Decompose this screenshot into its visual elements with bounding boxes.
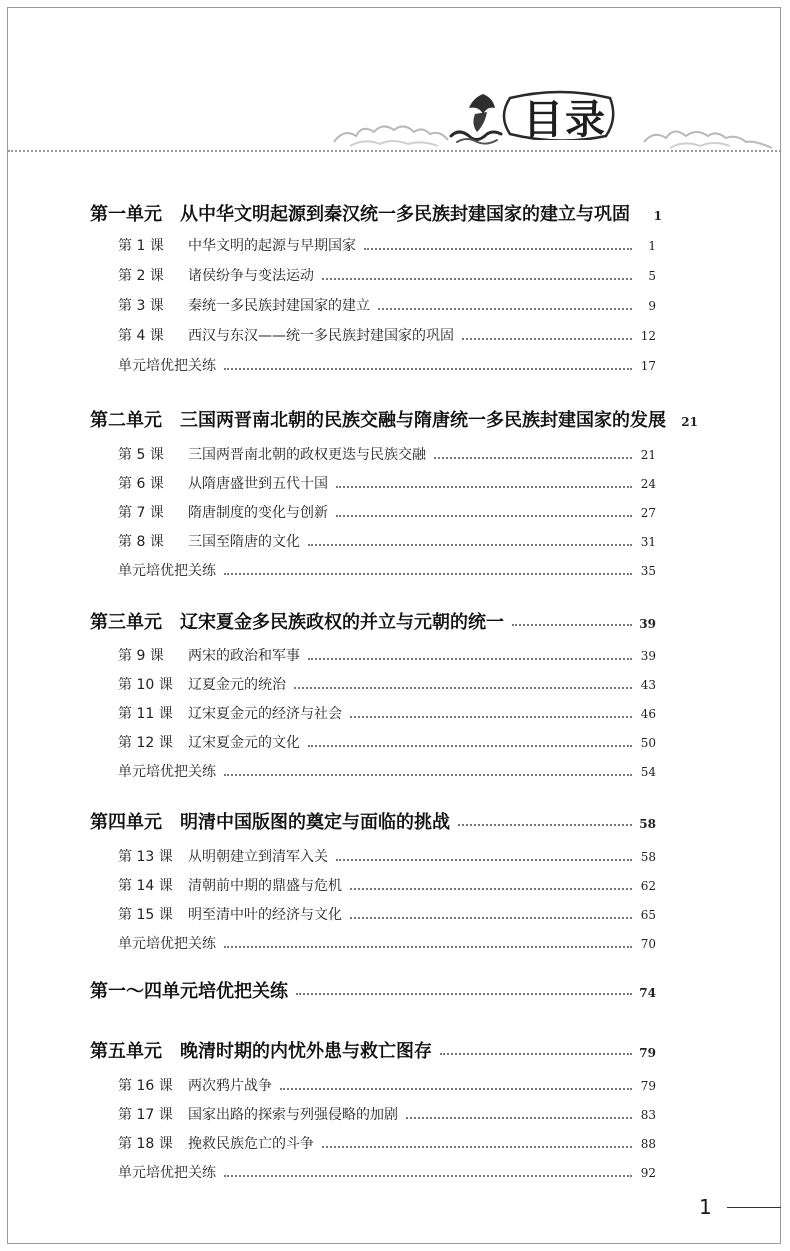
- page-ref: 35: [640, 564, 656, 578]
- page-ref: 65: [640, 908, 656, 922]
- lesson-title: 两宋的政治和军事: [188, 648, 300, 664]
- lesson-title: 秦统一多民族封建国家的建立: [188, 298, 370, 314]
- review-title: 单元培优把关练: [118, 764, 216, 780]
- dot-leader: [378, 308, 632, 310]
- lesson-title: 西汉与东汉——统一多民族封建国家的巩固: [188, 328, 454, 344]
- page-ref: 39: [639, 617, 656, 631]
- toc-entry-label: [118, 235, 356, 255]
- page-ref: 74: [639, 986, 656, 1000]
- page-ref: 70: [640, 937, 656, 951]
- toc-lesson-entry[interactable]: [118, 1104, 656, 1124]
- page-ref: 39: [640, 649, 656, 663]
- page-ref: 62: [640, 879, 656, 893]
- toc-lesson-entry[interactable]: [118, 732, 656, 752]
- lesson-number: 第 15 课: [118, 907, 173, 923]
- page-ref: 21: [640, 448, 656, 462]
- page-ref: 58: [640, 850, 656, 864]
- page-ref: 1: [648, 239, 656, 253]
- toc-lesson-entry[interactable]: [118, 325, 656, 345]
- dot-leader: [224, 946, 632, 948]
- toc-lesson-entry[interactable]: [118, 875, 656, 895]
- lesson-title: 辽宋夏金元的文化: [188, 735, 300, 751]
- toc-entry-label: [118, 1075, 272, 1095]
- dot-leader: [224, 573, 632, 575]
- toc-lesson-entry[interactable]: [118, 645, 656, 665]
- toc-lesson-entry[interactable]: [118, 295, 656, 315]
- page-ref: 92: [640, 1166, 656, 1180]
- toc-review-entry[interactable]: [118, 761, 656, 781]
- unit-title: 第一单元 从中华文明起源到秦汉统一多民族封建国家的建立与巩固: [90, 204, 630, 225]
- dot-leader: [462, 338, 632, 340]
- lesson-title: 从隋唐盛世到五代十国: [188, 476, 328, 492]
- dot-leader: [512, 624, 632, 626]
- toc-entry-label: [118, 325, 454, 345]
- unit-title: 第一～四单元培优把关练: [90, 981, 288, 1002]
- page-ref: 31: [640, 535, 656, 549]
- toc-lesson-entry[interactable]: [118, 235, 656, 255]
- toc-entry-label: [118, 674, 286, 694]
- toc-unit-entry[interactable]: [90, 808, 656, 834]
- toc-entry-label: [118, 295, 370, 315]
- lesson-title: 隋唐制度的变化与创新: [188, 505, 328, 521]
- toc-entry-label: [118, 846, 328, 866]
- dot-leader: [224, 1175, 632, 1177]
- unit-title: 第二单元 三国两晋南北朝的民族交融与隋唐统一多民族封建国家的发展: [90, 410, 666, 431]
- dot-leader: [224, 774, 632, 776]
- review-title: 单元培优把关练: [118, 1165, 216, 1181]
- toc-entry-label: [118, 473, 328, 493]
- lesson-number: 第 9 课: [118, 648, 164, 664]
- dot-leader: [350, 917, 632, 919]
- toc-entry-label: [118, 444, 426, 464]
- lesson-number: 第 4 课: [118, 328, 164, 344]
- dot-leader: [336, 859, 632, 861]
- toc-entry-label: [118, 502, 328, 522]
- toc-lesson-entry[interactable]: [118, 846, 656, 866]
- toc-entry-label: [118, 531, 300, 551]
- page-ref: 79: [640, 1079, 656, 1093]
- lesson-number: 第 17 课: [118, 1107, 173, 1123]
- page-ref: 5: [648, 269, 656, 283]
- dot-leader: [350, 716, 632, 718]
- lesson-number: 第 11 课: [118, 706, 173, 722]
- dot-leader: [308, 745, 632, 747]
- toc-lesson-entry[interactable]: [118, 502, 656, 522]
- review-title: 单元培优把关练: [118, 563, 216, 579]
- toc-entry-label: [118, 1133, 314, 1153]
- lesson-title: 国家出路的探索与列强侵略的加剧: [188, 1107, 398, 1123]
- unit-title: 第四单元 明清中国版图的奠定与面临的挑战: [90, 812, 450, 833]
- page-ref: 24: [640, 477, 656, 491]
- lesson-title: 三国两晋南北朝的政权更迭与民族交融: [188, 447, 426, 463]
- lesson-title: 挽救民族危亡的斗争: [188, 1136, 314, 1152]
- dot-leader: [280, 1088, 632, 1090]
- dot-leader: [350, 888, 632, 890]
- dot-leader: [294, 687, 632, 689]
- toc-header: [0, 78, 790, 168]
- lesson-number: 第 10 课: [118, 677, 173, 693]
- toc-review-entry[interactable]: [118, 1162, 656, 1182]
- toc-lesson-entry[interactable]: [118, 1075, 656, 1095]
- toc-entry-label: [118, 265, 314, 285]
- page-ref: 43: [640, 678, 656, 692]
- lesson-number: 第 12 课: [118, 735, 173, 751]
- page-ref: 88: [640, 1137, 656, 1151]
- lesson-number: 第 6 课: [118, 476, 164, 492]
- lesson-title: 诸侯纷争与变法运动: [188, 268, 314, 284]
- page-ref: 79: [639, 1046, 656, 1060]
- dot-leader: [406, 1117, 632, 1119]
- page-ref: 50: [640, 736, 656, 750]
- page-ref: 83: [640, 1108, 656, 1122]
- toc-unit-entry[interactable]: [90, 977, 656, 1003]
- unit-title: 第五单元 晚清时期的内忧外患与救亡图存: [90, 1041, 432, 1062]
- lesson-title: 两次鸦片战争: [188, 1078, 272, 1094]
- lesson-number: 第 1 课: [118, 238, 164, 254]
- toc-unit-entry[interactable]: [90, 1037, 656, 1063]
- dot-leader: [308, 658, 632, 660]
- page-ref: 27: [640, 506, 656, 520]
- toc-lesson-entry[interactable]: [118, 444, 656, 464]
- dot-leader: [336, 515, 632, 517]
- toc-entry-label: [118, 703, 342, 723]
- page-ref: 46: [640, 707, 656, 721]
- cloud-ornament-right: [640, 112, 780, 152]
- lesson-title: 中华文明的起源与早期国家: [188, 238, 356, 254]
- page-number: 1: [699, 1195, 712, 1219]
- toc-lesson-entry[interactable]: [118, 703, 656, 723]
- review-title: 单元培优把关练: [118, 936, 216, 952]
- page-ref: 9: [648, 299, 656, 313]
- toc-unit-entry[interactable]: [90, 608, 656, 634]
- toc-lesson-entry[interactable]: [118, 674, 656, 694]
- toc-lesson-entry[interactable]: [118, 531, 656, 551]
- lesson-title: 从明朝建立到清军入关: [188, 849, 328, 865]
- page-ref: 58: [639, 817, 656, 831]
- toc-lesson-entry[interactable]: [118, 473, 656, 493]
- lesson-title: 清朝前中期的鼎盛与危机: [188, 878, 342, 894]
- unit-title: 第三单元 辽宋夏金多民族政权的并立与元朝的统一: [90, 612, 504, 633]
- page-ref: 12: [640, 329, 656, 343]
- page-ref: 21: [681, 415, 698, 429]
- toc-lesson-entry[interactable]: [118, 1133, 656, 1153]
- lesson-number: 第 14 课: [118, 878, 173, 894]
- toc-lesson-entry[interactable]: [118, 265, 656, 285]
- toc-review-entry[interactable]: [118, 933, 656, 953]
- lesson-number: 第 13 课: [118, 849, 173, 865]
- fish-logo-icon: [447, 88, 507, 148]
- dot-leader: [296, 993, 632, 995]
- lesson-number: 第 16 课: [118, 1078, 173, 1094]
- toc-review-entry[interactable]: [118, 560, 656, 580]
- dot-leader: [336, 486, 632, 488]
- lesson-number: 第 3 课: [118, 298, 164, 314]
- dot-leader: [434, 457, 632, 459]
- page-ref: 54: [640, 765, 656, 779]
- toc-entry-label: [118, 875, 342, 895]
- cloud-ornament-left: [330, 110, 460, 150]
- dot-leader: [224, 368, 632, 370]
- toc-unit-entry[interactable]: [90, 200, 662, 226]
- dot-leader: [308, 544, 632, 546]
- toc-entry-label: [118, 1104, 398, 1124]
- page-ref: 17: [640, 359, 656, 373]
- toc-entry-label: [118, 732, 300, 752]
- page-ref: 1: [653, 209, 662, 223]
- lesson-number: 第 7 课: [118, 505, 164, 521]
- dot-leader: [458, 824, 632, 826]
- lesson-title: 辽宋夏金元的经济与社会: [188, 706, 342, 722]
- dot-leader: [322, 1146, 632, 1148]
- lesson-title: 明至清中叶的经济与文化: [188, 907, 342, 923]
- lesson-title: 三国至隋唐的文化: [188, 534, 300, 550]
- page-number-rule: [727, 1207, 781, 1208]
- toc-entry-label: [118, 645, 300, 665]
- lesson-title: 辽夏金元的统治: [188, 677, 286, 693]
- lesson-number: 第 18 课: [118, 1136, 173, 1152]
- dot-leader: [364, 248, 632, 250]
- dot-leader: [322, 278, 632, 280]
- lesson-number: 第 8 课: [118, 534, 164, 550]
- toc-lesson-entry[interactable]: [118, 904, 656, 924]
- toc-review-entry[interactable]: [118, 355, 656, 375]
- lesson-number: 第 5 课: [118, 447, 164, 463]
- review-title: 单元培优把关练: [118, 358, 216, 374]
- page-title: 目录: [523, 97, 607, 143]
- dot-leader: [440, 1053, 632, 1055]
- toc-unit-entry[interactable]: [90, 406, 698, 432]
- lesson-number: 第 2 课: [118, 268, 164, 284]
- toc-entry-label: [118, 904, 342, 924]
